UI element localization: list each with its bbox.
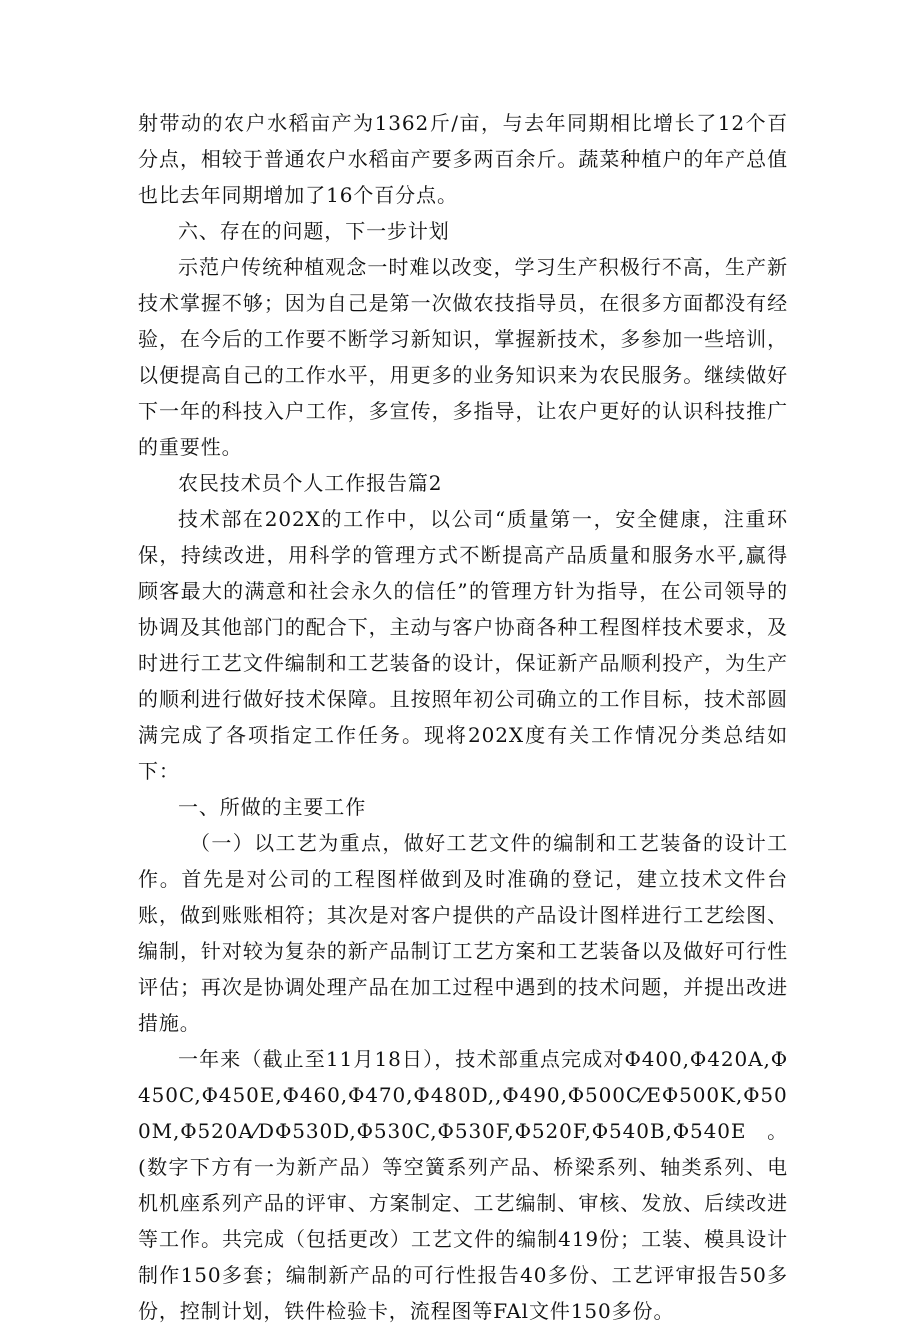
paragraph-year-summary: 一年来（截止至11月18日），技术部重点完成对Φ400,Φ420A,Φ450C,Φ450E,Φ460,Φ470,Φ480D,,Φ490,Φ500C⁄EΦ500K,Φ500M,Φ520A⁄DΦ530D,Φ530C,Φ530F,Φ520F,Φ540B,Φ540E。(数字下方有一为新产品）等空簧系列产品、桥梁系列、轴类系列、电机机座系列产品的评审、方案制定、工艺编制、审核、发放、后续改进等工作。共完成（包括更改）工艺文件的编制419份；工装、模具设计制作150多套；编制新产品的可行性报告40多份、工艺评审报告50多份，控制计划，铁件检验卡，流程图等FAl文件150多份。 — [138, 1047, 788, 1323]
paragraph-tech-dept-intro: 技术部在202X的工作中，以公司“质量第一，安全健康，注重环保，持续改进，用科学的管理方式不断提高产品质量和服务水平,赢得顾客最大的满意和社会永久的信任”的管理方针为指导，在公司领导的协调及其他部门的配合下，主动与客户协商各种工程图样技术要求，及时进行工艺文件编制和工艺装备的设计，保证新产品顺利投产，为生产的顺利进行做好技术保障。且按照年初公司确立的工作目标，技术部圆满完成了各项指定工作任务。现将202X度有关工作情况分类总结如下： — [138, 507, 788, 783]
report-title-part-2: 农民技术员个人工作报告篇2 — [178, 471, 443, 495]
section-heading-problems-plan: 六、存在的问题，下一步计划 — [178, 219, 450, 243]
document-body — [138, 105, 788, 1329]
paragraph-process-documents: （一）以工艺为重点，做好工艺文件的编制和工艺装备的设计工作。首先是对公司的工程图样做到及时准确的登记，建立技术文件台账，做到账账相符；其次是对客户提供的产品设计图样进行工艺绘图、编制，针对较为复杂的新产品制订工艺方案和工艺装备以及做好可行性评估；再次是协调处理产品在加工过程中遇到的技术问题，并提出改进措施。 — [138, 831, 788, 1035]
paragraph-continuation: 射带动的农户水稻亩产为1362斤/亩，与去年同期相比增长了12个百分点，相较于普通农户水稻亩产要多两百余斤。蔬菜种植户的年产总值也比去年同期增加了16个百分点。 — [138, 111, 788, 207]
section-heading-main-work: 一、所做的主要工作 — [178, 795, 367, 819]
paragraph-problems: 示范户传统种植观念一时难以改变，学习生产积极行不高，生产新技术掌握不够；因为自己是第一次做农技指导员，在很多方面都没有经验，在今后的工作要不断学习新知识，掌握新技术，多参加一些培训，以便提高自己的工作水平，用更多的业务知识来为农民服务。继续做好下一年的科技入户工作，多宣传，多指导，让农户更好的认识科技推广的重要性。 — [138, 255, 788, 459]
